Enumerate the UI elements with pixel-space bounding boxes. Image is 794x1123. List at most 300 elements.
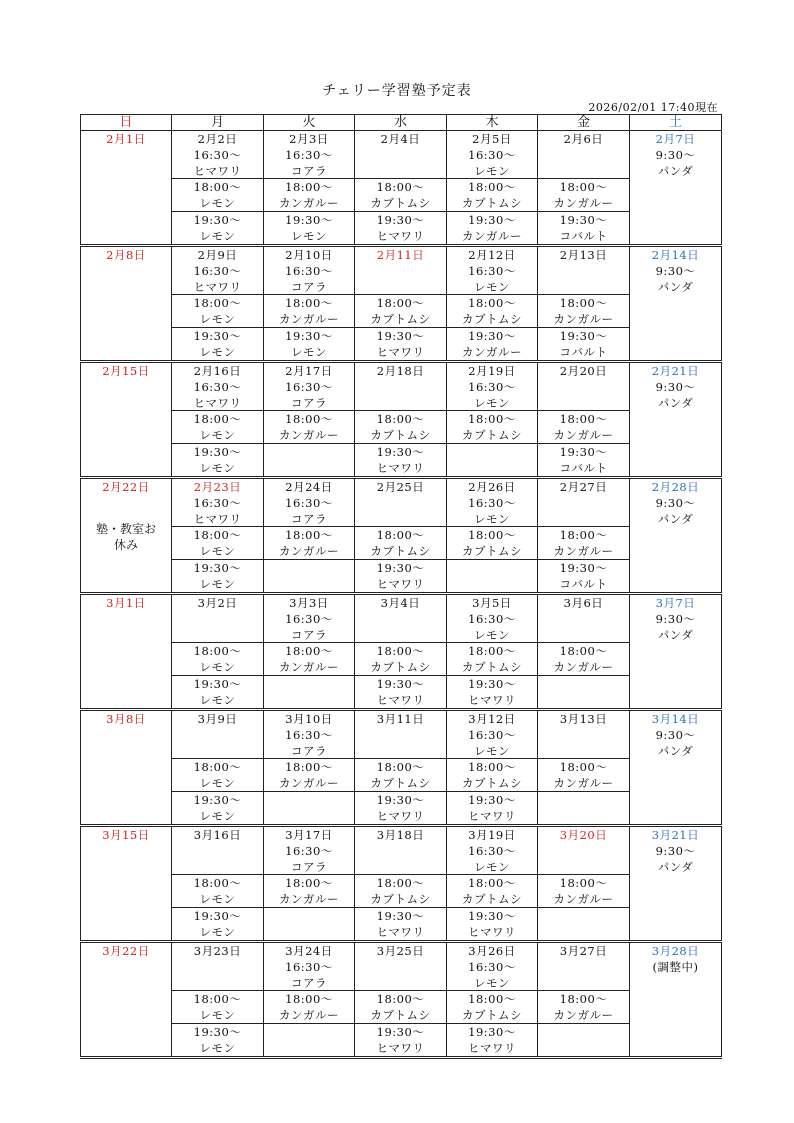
class-name: カブトムシ [370, 312, 431, 326]
day-date: 3月3日 [289, 596, 329, 610]
weekday-header-sat: 土 [630, 115, 722, 131]
day-cell [172, 710, 264, 826]
saturday-cell [630, 131, 722, 246]
day-cell [172, 594, 264, 710]
week-row [81, 131, 722, 246]
slot-1630 [264, 943, 354, 991]
class-name: コバルト [559, 345, 608, 359]
slot-time: 16:30～ [285, 496, 333, 510]
class-name: レモン [199, 776, 236, 790]
slot-time: 19:30～ [376, 329, 425, 343]
saturday-class: パンダ [657, 280, 694, 294]
class-name: レモン [199, 1041, 236, 1055]
slot-time: 18:00～ [193, 760, 242, 774]
class-name: カブトムシ [462, 1008, 522, 1022]
day-date: 2月26日 [468, 480, 516, 494]
slot-1630 [264, 131, 354, 179]
slot-1800 [355, 411, 446, 444]
day-cell [264, 362, 355, 478]
slot-1800 [355, 875, 446, 908]
slot-1630 [355, 363, 446, 411]
slot-1800 [172, 875, 263, 908]
slot-1930 [538, 792, 629, 824]
class-name: カンガルー [553, 428, 614, 442]
class-name: カンガルー [553, 776, 614, 790]
class-name: カンガルー [279, 312, 339, 326]
slot-1800 [264, 643, 354, 676]
slot-1930 [355, 792, 446, 824]
saturday-cell [630, 826, 722, 942]
slot-1930 [172, 560, 263, 592]
saturday-class: 9:30～ [655, 148, 696, 162]
slot-1930 [538, 444, 629, 476]
slot-1630 [447, 363, 537, 411]
schedule-table [80, 114, 722, 1059]
slot-1800 [264, 411, 354, 444]
slot-1930 [538, 908, 629, 940]
slot-1930 [172, 212, 263, 244]
slot-time: 18:00～ [285, 296, 333, 310]
slot-1630 [264, 711, 354, 759]
slot-time: 18:00～ [193, 180, 242, 194]
slot-time: 16:30～ [193, 380, 242, 394]
slot-time: 18:00～ [559, 528, 608, 542]
class-name: ヒマワリ [376, 809, 425, 823]
slot-1800 [264, 179, 354, 212]
slot-time: 19:30～ [559, 561, 608, 575]
slot-1930 [355, 1024, 446, 1056]
slot-1930 [538, 328, 629, 360]
day-cell [538, 362, 630, 478]
slot-time: 18:00～ [559, 644, 608, 658]
slot-time: 19:30～ [468, 677, 516, 691]
slot-1630 [172, 943, 263, 991]
slot-1930 [355, 676, 446, 708]
day-cell [172, 362, 264, 478]
class-name: レモン [199, 461, 236, 475]
sunday-cell [81, 594, 172, 710]
day-date: 3月13日 [559, 712, 608, 726]
day-date: 3月18日 [376, 828, 425, 842]
slot-time: 18:00～ [193, 412, 242, 426]
day-date: 2月20日 [559, 364, 608, 378]
slot-time: 19:30～ [468, 329, 516, 343]
class-name: コバルト [559, 577, 608, 591]
sunday-date: 2月15日 [102, 364, 150, 378]
class-name: カブトムシ [370, 776, 431, 790]
weekday-header-thu: 木 [447, 115, 538, 131]
class-name: カンガルー [553, 660, 614, 674]
class-name: カンガルー [462, 229, 522, 243]
class-name: コバルト [559, 229, 608, 243]
weekday-header-fri: 金 [538, 115, 630, 131]
slot-time: 18:00～ [468, 760, 516, 774]
slot-time: 18:00～ [376, 760, 425, 774]
slot-time: 18:00～ [193, 876, 242, 890]
slot-1800 [172, 411, 263, 444]
class-name: カンガルー [553, 544, 614, 558]
weekday-header-mon: 月 [172, 115, 264, 131]
slot-1930 [172, 676, 263, 708]
slot-time: 18:00～ [376, 296, 425, 310]
slot-time: 18:00～ [285, 760, 333, 774]
slot-1800 [447, 875, 537, 908]
class-name: レモン [474, 280, 510, 294]
day-cell [264, 246, 355, 362]
slot-1930 [172, 908, 263, 940]
day-cell [447, 826, 538, 942]
day-date: 2月16日 [193, 364, 242, 378]
week-row [81, 942, 722, 1058]
slot-1930 [172, 328, 263, 360]
slot-time: 19:30～ [559, 445, 608, 459]
slot-1930 [264, 560, 354, 592]
slot-time: 19:30～ [376, 213, 425, 227]
class-name: ヒマワリ [468, 693, 516, 707]
class-name: ヒマワリ [376, 1041, 425, 1055]
class-name: レモン [199, 892, 236, 906]
day-cell [447, 942, 538, 1058]
slot-time: 19:30～ [559, 329, 608, 343]
slot-time: 18:00～ [468, 412, 516, 426]
saturday-date: 2月14日 [651, 248, 700, 262]
class-name: ヒマワリ [193, 396, 242, 410]
day-cell [264, 131, 355, 246]
saturday-class: パンダ [657, 628, 694, 642]
slot-1930 [264, 908, 354, 940]
day-date: 3月16日 [193, 828, 242, 842]
slot-time: 18:00～ [376, 644, 425, 658]
slot-1630 [172, 131, 263, 179]
day-cell [355, 826, 447, 942]
slot-time: 16:30～ [193, 148, 242, 162]
slot-1930 [355, 908, 446, 940]
slot-1930 [172, 1024, 263, 1056]
class-name: コアラ [291, 628, 327, 642]
day-cell [355, 131, 447, 246]
saturday-class: 9:30～ [655, 844, 696, 858]
saturday-date: 3月21日 [651, 828, 700, 842]
slot-time: 16:30～ [468, 380, 516, 394]
slot-1630 [172, 247, 263, 295]
sunday-date: 3月8日 [106, 712, 146, 726]
closure-note: 塾・教室お休み [95, 522, 156, 552]
slot-1630 [355, 479, 446, 527]
slot-time: 19:30～ [193, 793, 242, 807]
day-date: 2月13日 [559, 248, 608, 262]
sunday-date: 3月1日 [106, 596, 146, 610]
slot-1630 [447, 827, 537, 875]
sunday-cell [81, 478, 172, 594]
slot-1630 [355, 827, 446, 875]
slot-time: 18:00～ [193, 528, 242, 542]
slot-1630 [264, 247, 354, 295]
day-cell [447, 478, 538, 594]
slot-1930 [355, 444, 446, 476]
slot-time: 16:30～ [285, 844, 333, 858]
slot-1800 [447, 991, 537, 1024]
class-name: カブトムシ [462, 660, 522, 674]
day-date: 2月10日 [285, 248, 333, 262]
day-cell [172, 826, 264, 942]
slot-1630 [355, 943, 446, 991]
class-name: レモン [199, 312, 236, 326]
slot-time: 18:00～ [376, 412, 425, 426]
slot-time: 18:00～ [193, 296, 242, 310]
slot-time: 18:00～ [285, 528, 333, 542]
class-name: レモン [474, 512, 510, 526]
slot-time: 18:00～ [285, 992, 333, 1006]
slot-time: 16:30～ [468, 844, 516, 858]
slot-1930 [355, 212, 446, 244]
saturday-class: パンダ [657, 860, 694, 874]
class-name: レモン [199, 229, 236, 243]
slot-time: 19:30～ [193, 329, 242, 343]
class-name: レモン [199, 660, 236, 674]
slot-time: 19:30～ [376, 1025, 425, 1039]
schedule-body [81, 131, 722, 1058]
slot-time: 19:30～ [193, 909, 242, 923]
class-name: カンガルー [279, 544, 339, 558]
slot-1930 [447, 908, 537, 940]
slot-1930 [264, 212, 354, 244]
slot-1800 [264, 991, 354, 1024]
class-name: レモン [474, 628, 510, 642]
slot-1800 [538, 411, 629, 444]
slot-time: 19:30～ [468, 909, 516, 923]
day-date: 2月25日 [376, 480, 425, 494]
class-name: ヒマワリ [376, 461, 425, 475]
slot-1630 [538, 711, 629, 759]
day-date: 3月20日 [559, 828, 608, 842]
sunday-cell [81, 942, 172, 1058]
slot-1800 [172, 179, 263, 212]
class-name: ヒマワリ [193, 164, 242, 178]
day-date: 2月11日 [376, 248, 425, 262]
slot-1630 [447, 711, 537, 759]
slot-1800 [172, 759, 263, 792]
saturday-date: 2月28日 [651, 480, 700, 494]
slot-1800 [538, 179, 629, 212]
sunday-date: 3月15日 [102, 828, 150, 842]
day-date: 2月9日 [197, 248, 238, 262]
week-row [81, 594, 722, 710]
slot-1630 [538, 131, 629, 179]
slot-1930 [264, 328, 354, 360]
class-name: レモン [474, 860, 510, 874]
saturday-class: 9:30～ [655, 264, 696, 278]
slot-1800 [264, 527, 354, 560]
day-date: 3月2日 [197, 596, 238, 610]
day-cell [538, 826, 630, 942]
sunday-date: 2月8日 [106, 248, 146, 262]
class-name: ヒマワリ [376, 577, 425, 591]
slot-1630 [172, 827, 263, 875]
class-name: カブトムシ [462, 892, 522, 906]
slot-time: 19:30～ [193, 1025, 242, 1039]
slot-time: 18:00～ [559, 180, 608, 194]
saturday-class: パンダ [657, 744, 694, 758]
class-name: レモン [199, 345, 236, 359]
day-cell [264, 826, 355, 942]
class-name: コアラ [291, 164, 327, 178]
day-date: 3月25日 [376, 944, 425, 958]
saturday-date: 3月7日 [655, 596, 696, 610]
class-name: カブトムシ [462, 428, 522, 442]
slot-1630 [264, 595, 354, 643]
slot-time: 18:00～ [468, 992, 516, 1006]
slot-1930 [447, 792, 537, 824]
slot-time: 19:30～ [376, 909, 425, 923]
slot-time: 19:30～ [376, 561, 425, 575]
saturday-cell [630, 594, 722, 710]
slot-1930 [264, 444, 354, 476]
day-cell [538, 131, 630, 246]
slot-1800 [538, 759, 629, 792]
slot-1930 [447, 676, 537, 708]
slot-time: 18:00～ [376, 528, 425, 542]
class-name: カブトムシ [370, 892, 431, 906]
day-date: 2月24日 [285, 480, 333, 494]
day-date: 2月3日 [289, 132, 329, 146]
day-date: 3月23日 [193, 944, 242, 958]
day-cell [447, 131, 538, 246]
sunday-date: 3月22日 [102, 944, 150, 958]
slot-1800 [355, 295, 446, 328]
day-cell [538, 246, 630, 362]
slot-time: 18:00～ [559, 412, 608, 426]
slot-1930 [538, 1024, 629, 1056]
slot-1630 [447, 479, 537, 527]
class-name: ヒマワリ [468, 925, 516, 939]
slot-1800 [538, 295, 629, 328]
slot-1630 [538, 595, 629, 643]
day-cell [538, 942, 630, 1058]
slot-1930 [538, 560, 629, 592]
class-name: カンガルー [279, 660, 339, 674]
slot-time: 18:00～ [559, 296, 608, 310]
saturday-date: 3月14日 [651, 712, 700, 726]
week-row [81, 246, 722, 362]
slot-time: 18:00～ [285, 876, 333, 890]
slot-1930 [355, 328, 446, 360]
class-name: レモン [199, 196, 236, 210]
day-cell [355, 478, 447, 594]
slot-time: 18:00～ [285, 412, 333, 426]
slot-time: 16:30～ [468, 264, 516, 278]
slot-1800 [538, 991, 629, 1024]
slot-time: 19:30～ [285, 329, 333, 343]
day-date: 3月11日 [376, 712, 425, 726]
slot-time: 19:30～ [468, 213, 516, 227]
slot-time: 18:00～ [193, 644, 242, 658]
day-cell [264, 594, 355, 710]
class-name: コアラ [291, 512, 327, 526]
slot-1630 [264, 827, 354, 875]
day-date: 2月12日 [468, 248, 516, 262]
saturday-class: パンダ [657, 512, 694, 526]
saturday-cell [630, 246, 722, 362]
week-row [81, 478, 722, 594]
slot-1930 [172, 444, 263, 476]
day-date: 2月18日 [376, 364, 425, 378]
slot-1800 [447, 527, 537, 560]
day-cell [264, 710, 355, 826]
day-cell [447, 362, 538, 478]
slot-1630 [355, 131, 446, 179]
slot-1630 [172, 711, 263, 759]
slot-1630 [355, 595, 446, 643]
slot-1630 [355, 711, 446, 759]
sunday-cell [81, 710, 172, 826]
slot-1800 [172, 295, 263, 328]
slot-1800 [172, 991, 263, 1024]
slot-1800 [355, 991, 446, 1024]
class-name: コバルト [559, 461, 608, 475]
class-name: カンガルー [279, 1008, 339, 1022]
slot-time: 16:30～ [193, 496, 242, 510]
slot-1630 [447, 131, 537, 179]
slot-1800 [538, 643, 629, 676]
slot-1930 [264, 676, 354, 708]
slot-1630 [538, 363, 629, 411]
slot-1930 [172, 792, 263, 824]
slot-time: 19:30～ [468, 793, 516, 807]
saturday-class: パンダ [657, 396, 694, 410]
class-name: ヒマワリ [376, 693, 425, 707]
class-name: ヒマワリ [376, 229, 425, 243]
class-name: コアラ [291, 744, 327, 758]
slot-time: 19:30～ [193, 677, 242, 691]
class-name: レモン [199, 428, 236, 442]
class-name: レモン [199, 1008, 236, 1022]
day-date: 3月26日 [468, 944, 516, 958]
class-name: カブトムシ [462, 312, 522, 326]
day-date: 2月6日 [563, 132, 604, 146]
slot-1800 [264, 875, 354, 908]
slot-time: 19:30～ [376, 677, 425, 691]
saturday-class: 9:30～ [655, 612, 696, 626]
class-name: ヒマワリ [468, 809, 516, 823]
saturday-class: (調整中) [652, 960, 699, 974]
day-date: 3月19日 [468, 828, 516, 842]
slot-1800 [172, 643, 263, 676]
class-name: カンガルー [553, 196, 614, 210]
saturday-date: 2月21日 [651, 364, 700, 378]
slot-1930 [264, 1024, 354, 1056]
day-date: 3月24日 [285, 944, 333, 958]
slot-1630 [172, 479, 263, 527]
class-name: カブトムシ [462, 544, 522, 558]
class-name: レモン [291, 345, 327, 359]
day-cell [447, 594, 538, 710]
class-name: レモン [474, 164, 510, 178]
slot-time: 19:30～ [193, 445, 242, 459]
slot-1930 [447, 560, 537, 592]
day-cell [172, 942, 264, 1058]
day-date: 3月17日 [285, 828, 333, 842]
slot-time: 18:00～ [559, 876, 608, 890]
slot-time: 19:30～ [193, 561, 242, 575]
day-date: 3月5日 [472, 596, 512, 610]
class-name: レモン [199, 809, 236, 823]
slot-1800 [355, 527, 446, 560]
class-name: レモン [474, 396, 510, 410]
slot-time: 19:30～ [376, 445, 425, 459]
day-cell [172, 131, 264, 246]
class-name: ヒマワリ [468, 1041, 516, 1055]
day-cell [355, 942, 447, 1058]
